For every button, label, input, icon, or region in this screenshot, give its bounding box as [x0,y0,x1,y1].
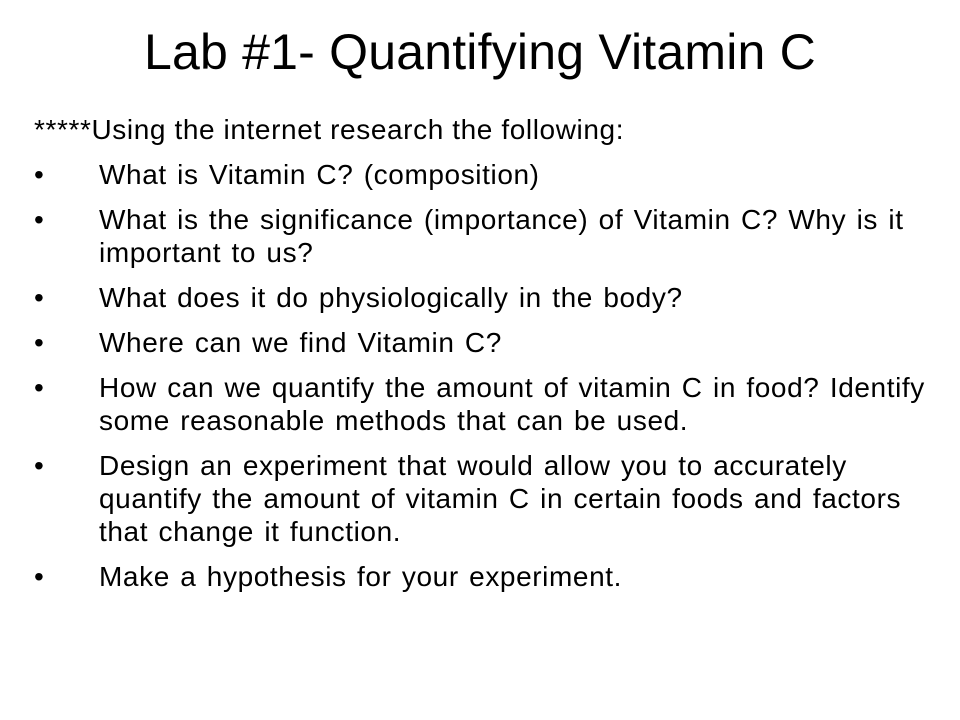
bullet-item [34,203,944,269]
bullet-item [34,281,944,314]
bullet-icon: • [34,561,45,592]
bullet-text: What is the significance (importance) of Vitamin C? Why is it important to us? [99,204,904,268]
bullet-icon: • [34,450,45,481]
bullet-text: What does it do physiologically in the body? [99,282,683,313]
bullet-text: Design an experiment that would allow you to accurately quantify the amount of vitamin C in certain foods and factors that change it function. [99,450,902,547]
bullet-icon: • [34,327,45,358]
bullet-text: What is Vitamin C? (composition) [99,159,540,190]
slide-title: Lab #1- Quantifying Vitamin C [144,24,816,80]
bullet-icon: • [34,372,45,403]
bullet-text: How can we quantify the amount of vitamin C in food? Identify some reasonable methods that can be used. [99,372,925,436]
slide-content [34,113,944,605]
bullet-item [34,158,944,191]
bullet-icon: • [34,159,45,190]
bullet-list [34,158,944,593]
bullet-icon: • [34,204,45,235]
bullet-item [34,449,944,548]
intro-text: *****Using the internet research the following: [34,114,625,145]
bullet-text: Make a hypothesis for your experiment. [99,561,623,592]
bullet-item [34,371,944,437]
bullet-text: Where can we find Vitamin C? [99,327,502,358]
bullet-item [34,326,944,359]
bullet-icon: • [34,282,45,313]
bullet-item [34,560,944,593]
